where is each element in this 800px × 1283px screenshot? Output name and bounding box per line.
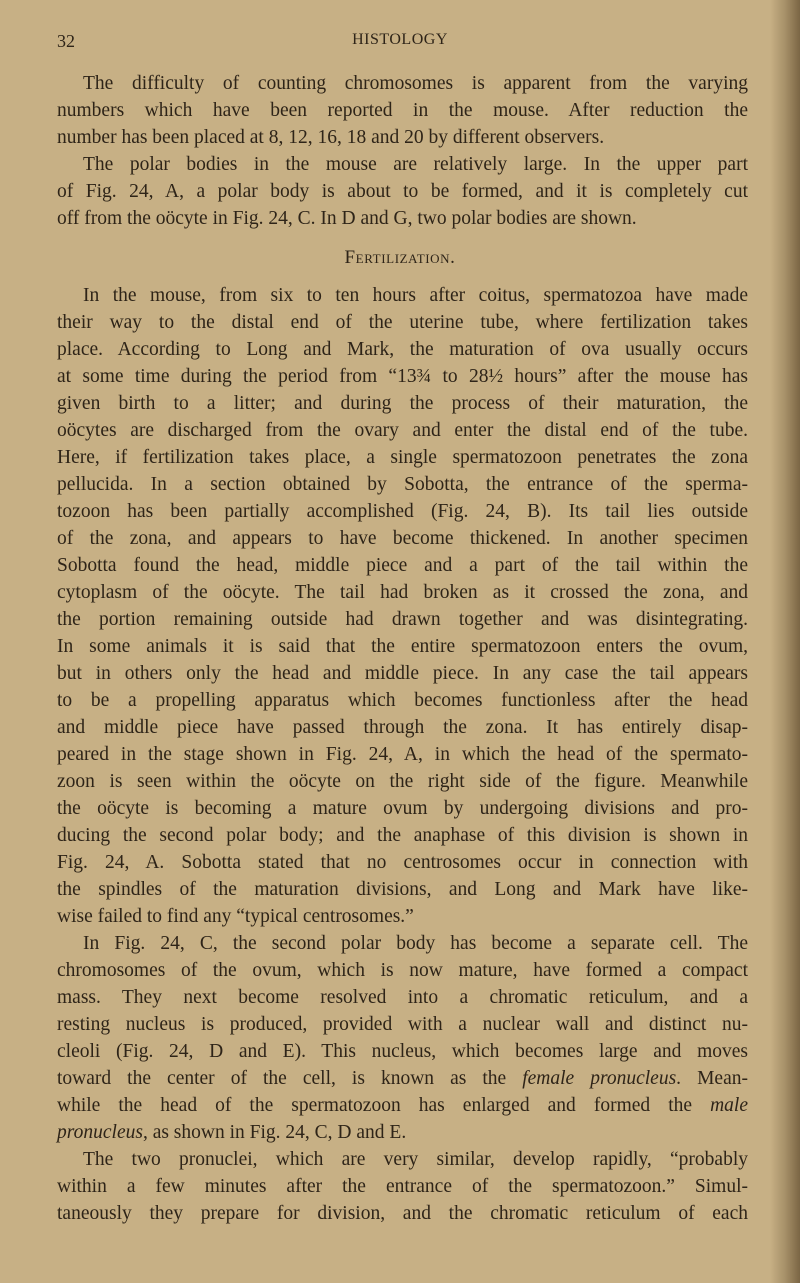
text-line <box>57 309 748 336</box>
text-line <box>57 336 748 363</box>
text-line <box>57 822 748 849</box>
line-text: but in others only the head and middle piece. In any case the tail appears <box>57 663 748 684</box>
text-line <box>57 471 748 498</box>
intro-text-block <box>57 70 748 232</box>
text-line <box>57 1146 748 1173</box>
line-text: In some animals it is said that the entire spermatozoon enters the ovum, <box>57 636 748 657</box>
text-line <box>57 1011 748 1038</box>
text-line <box>57 741 748 768</box>
text-line <box>57 660 748 687</box>
italic-term: female pronucleus <box>522 1068 677 1089</box>
line-text: zoon is seen within the oöcyte on the right side of the figure. Meanwhile <box>57 771 748 792</box>
line-text: the portion remaining outside had drawn together and was disintegrating. <box>57 609 748 630</box>
line-text: at some time during the period from “13¾ to 28½ hours” after the mouse has <box>57 366 748 387</box>
text-line <box>57 984 748 1011</box>
line-text: of Fig. 24, A, a polar body is about to be formed, and it is completely cut <box>57 181 748 202</box>
line-text: resting nucleus is produced, provided with a nuclear wall and distinct nu- <box>57 1014 748 1035</box>
line-text: while the head of the spermatozoon has enlarged and formed the <box>57 1095 711 1116</box>
line-text: In Fig. 24, C, the second polar body has become a separate cell. The <box>83 933 748 954</box>
line-text: cleoli (Fig. 24, D and E). This nucleus, which becomes large and moves <box>57 1041 748 1062</box>
text-line <box>57 151 748 178</box>
text-line <box>57 1065 748 1092</box>
line-text: wise failed to find any “typical centrosomes.” <box>57 906 414 927</box>
text-line <box>57 1038 748 1065</box>
line-text: ducing the second polar body; and the anaphase of this division is shown in <box>57 825 748 846</box>
line-text: cytoplasm of the oöcyte. The tail had broken as it crossed the zona, and <box>57 582 748 603</box>
text-line <box>57 849 748 876</box>
line-text: tozoon has been partially accomplished (Fig. 24, B). Its tail lies outside <box>57 501 748 522</box>
line-text: given birth to a litter; and during the process of their maturation, the <box>57 393 748 414</box>
line-text: taneously they prepare for division, and the chromatic reticulum of each <box>57 1203 748 1224</box>
text-line <box>57 714 748 741</box>
line-text: In the mouse, from six to ten hours after coitus, spermatozoa have made <box>83 285 748 306</box>
line-text: place. According to Long and Mark, the maturation of ova usually occurs <box>57 339 748 360</box>
text-line <box>57 633 748 660</box>
line-text: to be a propelling apparatus which becomes functionless after the head <box>57 690 748 711</box>
line-text: mass. They next become resolved into a chromatic reticulum, and a <box>57 987 748 1008</box>
text-line <box>57 498 748 525</box>
text-line <box>57 97 748 124</box>
text-line <box>57 70 748 97</box>
line-text: within a few minutes after the entrance of the spermatozoon.” Simul- <box>57 1176 748 1197</box>
line-text: the oöcyte is becoming a mature ovum by undergoing divisions and pro- <box>57 798 748 819</box>
line-text: number has been placed at 8, 12, 16, 18 and 20 by different observers. <box>57 127 605 148</box>
line-text: Sobotta found the head, middle piece and a part of the tail within the <box>57 555 748 576</box>
text-line <box>57 178 748 205</box>
page-number: 32 <box>57 31 75 51</box>
text-line <box>57 687 748 714</box>
italic-term: pronucleus <box>57 1122 143 1143</box>
line-text-continued: . Mean- <box>676 1068 748 1089</box>
running-head: HISTOLOGY <box>352 31 448 48</box>
text-line <box>57 552 748 579</box>
text-line <box>57 1200 748 1227</box>
line-text: Fig. 24, A. Sobotta stated that no centrosomes occur in connection with <box>57 852 748 873</box>
fertilization-text-block <box>57 282 748 1227</box>
line-text: off from the oöcyte in Fig. 24, C. In D and G, two polar bodies are shown. <box>57 208 637 229</box>
line-text: pellucida. In a section obtained by Sobotta, the entrance of the sperma- <box>57 474 748 495</box>
text-line <box>57 795 748 822</box>
text-line <box>57 124 748 151</box>
line-text: numbers which have been reported in the mouse. After reduction the <box>57 100 748 121</box>
line-text: The polar bodies in the mouse are relatively large. In the upper part <box>83 154 748 175</box>
text-line <box>57 444 748 471</box>
text-line <box>57 606 748 633</box>
text-line <box>57 205 748 232</box>
line-text: toward the center of the cell, is known as the <box>57 1068 523 1089</box>
line-text: Here, if fertilization takes place, a single spermatozoon penetrates the zona <box>57 447 748 468</box>
text-line <box>57 768 748 795</box>
text-line <box>57 1119 748 1146</box>
italic-term: male <box>710 1095 748 1116</box>
text-line <box>57 957 748 984</box>
line-text: peared in the stage shown in Fig. 24, A, in which the head of the spermato- <box>57 744 748 765</box>
text-line <box>57 390 748 417</box>
text-line <box>57 417 748 444</box>
line-text: chromosomes of the ovum, which is now mature, have formed a compact <box>57 960 748 981</box>
text-line <box>57 1173 748 1200</box>
line-text: oöcytes are discharged from the ovary and enter the distal end of the tube. <box>57 420 748 441</box>
text-line <box>57 903 748 930</box>
text-line <box>57 525 748 552</box>
line-text: of the zona, and appears to have become thickened. In another specimen <box>57 528 748 549</box>
line-text: and middle piece have passed through the zona. It has entirely disap- <box>57 717 748 738</box>
line-text: the spindles of the maturation divisions, and Long and Mark have like- <box>57 879 748 900</box>
section-heading: Fertilization. <box>344 247 456 268</box>
text-line <box>57 579 748 606</box>
line-text: The two pronuclei, which are very similar, develop rapidly, “probably <box>83 1149 748 1170</box>
text-line <box>57 363 748 390</box>
line-text: their way to the distal end of the uterine tube, where fertilization takes <box>57 312 748 333</box>
text-line <box>57 282 748 309</box>
text-line <box>57 930 748 957</box>
text-line <box>57 1092 748 1119</box>
text-line <box>57 876 748 903</box>
line-text: The difficulty of counting chromosomes is apparent from the varying <box>83 73 748 94</box>
page-header <box>0 31 800 55</box>
line-text-continued: , as shown in Fig. 24, C, D and E. <box>142 1122 407 1143</box>
